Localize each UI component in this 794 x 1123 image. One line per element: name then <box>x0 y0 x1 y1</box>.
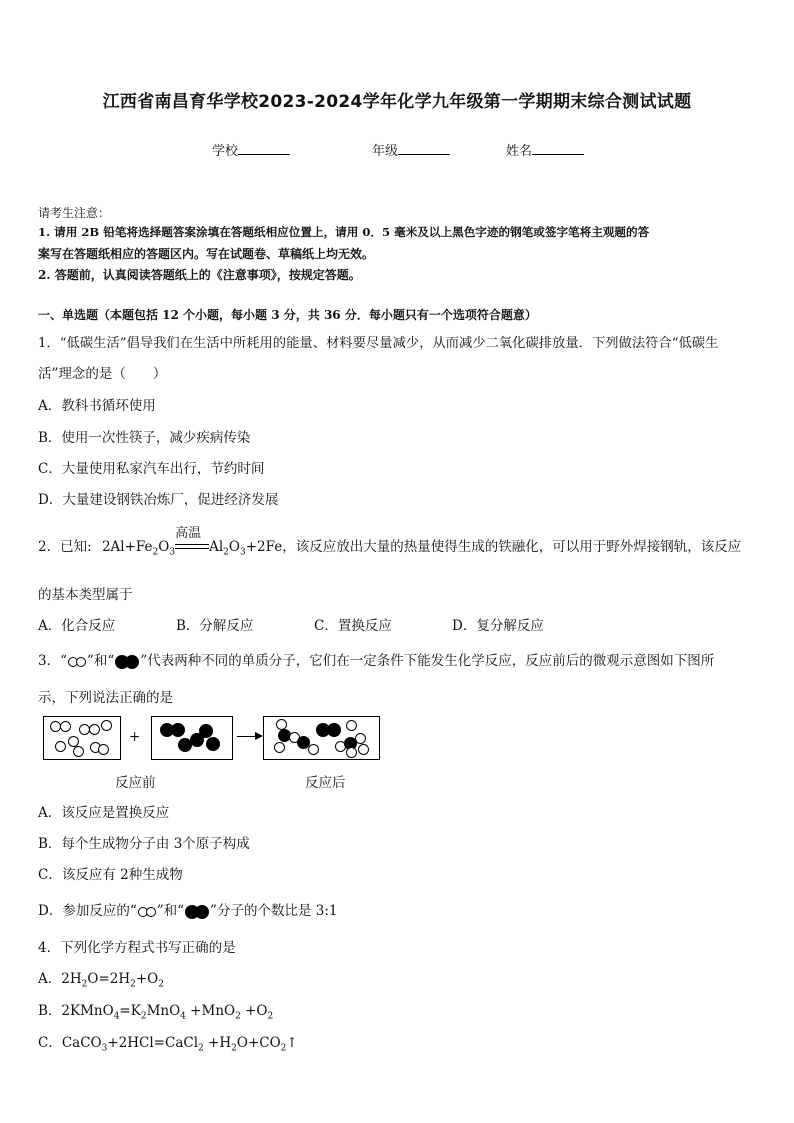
atom-black <box>327 723 341 737</box>
q4-c-equation: CaCO$_3$+2HCl=CaCl$_2$ $+H_2O+CO_2↑$ <box>61 1035 298 1054</box>
white-molecule-icon <box>137 906 157 918</box>
q2-option-a: A．化合反应 <box>38 618 116 634</box>
school-label: 学校 <box>212 144 239 159</box>
q1-option-d: D．大量建设钢铁冶炼厂，促进经济发展 <box>38 492 279 508</box>
atom-white <box>60 721 71 732</box>
arrow-head <box>255 732 263 740</box>
atom-white <box>346 747 357 758</box>
atom-white <box>55 741 66 752</box>
notice-heading: 请考生注意： <box>38 206 111 220</box>
grade-label: 年级 <box>372 144 399 159</box>
q2-prefix: 2．已知: <box>38 539 92 555</box>
q4-stem: 4．下列化学方程式书写正确的是 <box>38 940 236 956</box>
name-blank <box>532 142 584 155</box>
black-molecule-icon <box>184 905 210 919</box>
name-field <box>506 140 584 159</box>
q4-a-equation: $2H_2O=2H_2+O_2$ <box>61 971 164 990</box>
q1-option-a: A．教科书循环使用 <box>38 398 156 414</box>
name-label: 姓名 <box>506 144 533 159</box>
atom-black <box>297 736 310 749</box>
q2-stem-line2: 的基本类型属于 <box>38 587 133 603</box>
q4-b-label: B． <box>38 1003 62 1019</box>
atom-black <box>171 723 185 737</box>
label-after-reaction: 反应后 <box>305 775 346 791</box>
plus-sign: + <box>129 729 141 745</box>
q2-equation-arrow <box>175 525 209 555</box>
atom-white <box>73 746 84 757</box>
grade-field <box>372 140 450 159</box>
q3-option-a: A．该反应是置换反应 <box>38 805 170 821</box>
atom-black <box>190 733 204 747</box>
exam-title: 江西省南昌育华学校2023-2024学年化学九年级第一学期期末综合测试试题 <box>102 92 692 112</box>
q4-a-label: A． <box>38 971 62 987</box>
notice-item1-line1: 1. 请用 2B 铅笔将选择题答案涂填在答题纸相应位置上，请用 0．5 毫米及以上黑色字迹的钢笔或签字笔将主观题的答 <box>38 225 650 239</box>
q2-equation: $2Al+Fe_2O_3$ 高温 $Al_2O_3+2Fe$ <box>102 539 282 558</box>
notice-item1-line2: 案写在答题纸相应的答题区内。写在试题卷、草稿纸上均无效。 <box>38 247 375 261</box>
q3-text-3: ”代表两种不同的单质分子，它们在一定条件下能发生化学反应，反应前后的微观示意图如下图所 <box>140 653 715 669</box>
atom-white <box>308 744 319 755</box>
q4-option-b <box>38 999 273 1022</box>
q3-d-text-1: D．参加反应的“ <box>38 903 137 919</box>
q3-option-b: B．每个生成物分子由 3个原子构成 <box>38 836 250 852</box>
q1-option-b: B．使用一次性筷子，减少疾病传染 <box>38 430 251 446</box>
school-blank <box>238 142 290 155</box>
label-before-reaction: 反应前 <box>115 775 156 791</box>
atom-white <box>355 733 366 744</box>
section-heading: 一、单选题（本题包括 12 个小题，每小题 3 分，共 36 分．每小题只有一个选项符合题意） <box>38 308 537 322</box>
atom-white <box>346 720 357 731</box>
q2-reaction-condition: 高温 <box>175 525 202 541</box>
q3-d-text-3: ”分子的个数比是 3:1 <box>210 903 338 919</box>
black-molecule-icon <box>114 655 140 669</box>
atom-white <box>98 744 109 755</box>
q2-option-b: B．分解反应 <box>176 618 254 634</box>
q1-stem-line1: 1．“低碳生活”倡导我们在生活中所耗用的能量、材料要尽量减少，从而减少二氧化碳排放量．下列做法符合“低碳生 <box>38 336 719 351</box>
school-field <box>212 140 290 159</box>
q4-option-a <box>38 967 164 990</box>
q1-option-c: C．大量使用私家汽车出行，节约时间 <box>38 461 265 477</box>
atom-white <box>89 724 100 735</box>
q2-stem-line1 <box>38 525 742 558</box>
atom-white <box>101 720 112 731</box>
q3-text-1: 3．“ <box>38 653 67 669</box>
q3-d-text-2: ”和“ <box>156 903 185 919</box>
before-box-white <box>43 716 121 760</box>
q3-stem-line1 <box>38 649 714 669</box>
q3-stem-line2: 示，下列说法正确的是 <box>38 690 173 706</box>
q4-b-equation: $2KMnO_4=K_2MnO_4 +MnO_2 +O_2$ <box>61 1003 274 1022</box>
notice-item2: 2. 答题前，认真阅读答题纸上的《注意事项》，按规定答题。 <box>38 268 361 282</box>
before-box-black <box>151 716 233 760</box>
q2-option-d: D．复分解反应 <box>452 618 544 634</box>
q2-suffix: ，该反应放出大量的热量使得生成的铁融化，可以用于野外焊接钢轨，该反应 <box>282 539 742 555</box>
q1-stem-line2: 活”理念的是（ ） <box>38 366 167 382</box>
after-box <box>263 716 380 760</box>
atom-white <box>358 744 369 755</box>
q2-option-c: C．置换反应 <box>314 618 392 634</box>
q3-option-c: C．该反应有 2种生成物 <box>38 867 183 883</box>
atom-black <box>206 737 220 751</box>
q3-option-d <box>38 899 337 919</box>
white-molecule-icon <box>67 656 87 668</box>
grade-blank <box>398 142 450 155</box>
q3-text-2: ”和“ <box>87 653 115 669</box>
q4-option-c <box>38 1031 298 1054</box>
atom-white <box>274 742 285 753</box>
q4-c-label: C． <box>38 1035 62 1051</box>
